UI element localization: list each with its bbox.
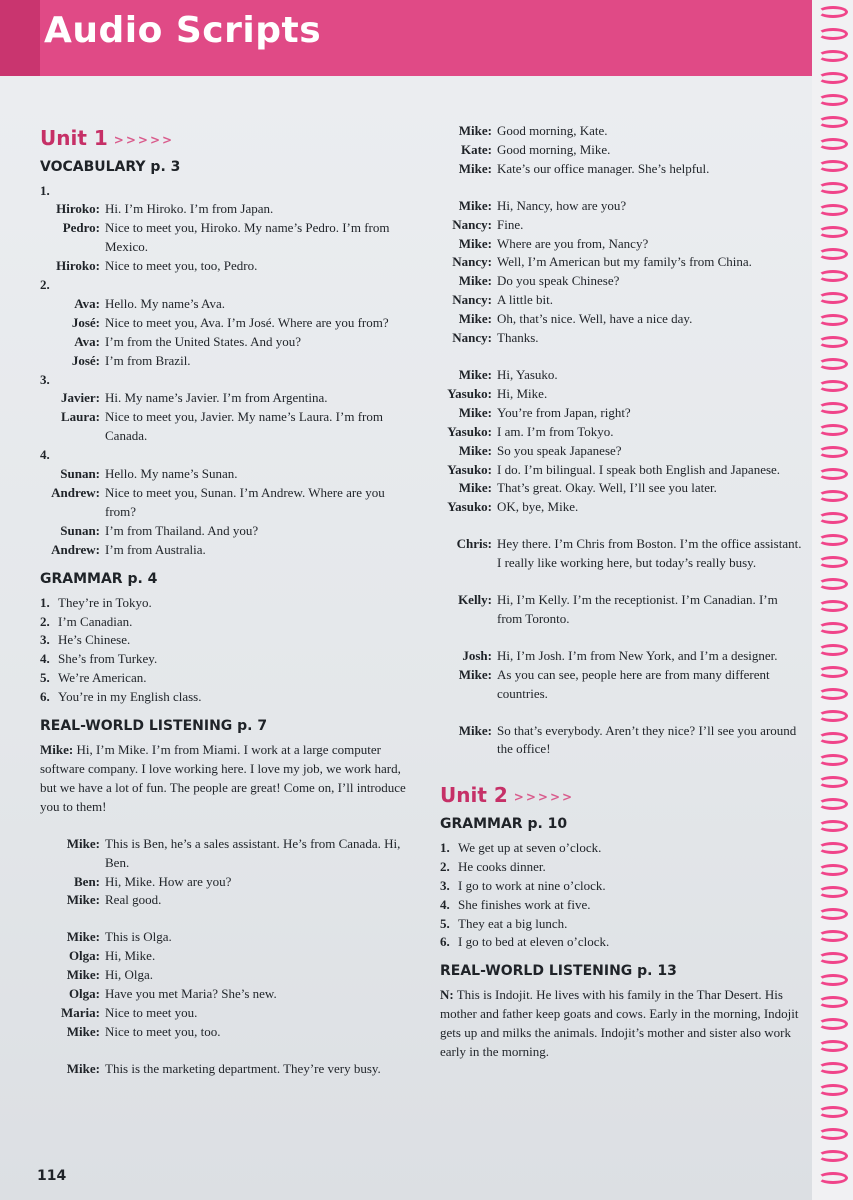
dialogue-line	[440, 722, 805, 760]
dialogue	[40, 928, 410, 1041]
speaker-name: Olga:	[68, 986, 100, 1002]
spiral-coil	[818, 820, 848, 832]
dialogue-line	[440, 442, 805, 461]
list-text: I go to work at nine o’clock.	[458, 877, 606, 893]
dialogue-line	[40, 352, 410, 371]
speech-text: Hi, I’m Josh. I’m from New York, and I’m a designer.	[497, 647, 778, 663]
dialogue-line	[440, 423, 805, 442]
spiral-coil	[818, 556, 848, 568]
section-heading: VOCABULARY p. 3	[40, 158, 181, 175]
spiral-coil	[818, 50, 848, 62]
dialogue-number: 1.	[40, 182, 50, 198]
spiral-coil	[818, 886, 848, 898]
spiral-coil	[818, 468, 848, 480]
dialogue-number: 4.	[40, 447, 50, 463]
speaker-name: Nancy:	[452, 330, 492, 346]
speaker-name: Ben:	[74, 873, 100, 889]
speech-text: Hi, Nancy, how are you?	[497, 197, 627, 213]
speech-text: Thanks.	[497, 330, 539, 346]
speaker-name: Yasuko:	[447, 499, 492, 515]
dialogue-line	[40, 835, 410, 873]
spiral-coil	[818, 534, 848, 546]
speaker-name: Laura:	[61, 409, 100, 425]
spiral-coil	[818, 908, 848, 920]
speaker-name: Mike:	[458, 273, 492, 289]
list-text: He’s Chinese.	[58, 632, 131, 648]
speaker-name: Nancy:	[452, 254, 492, 270]
speaker-name: Sunan:	[60, 522, 100, 538]
speech-text: I do. I’m bilingual. I speak both English and Japanese.	[497, 461, 781, 477]
list-text: He cooks dinner.	[458, 858, 546, 874]
dialogue-line	[440, 310, 805, 329]
numbered-list	[40, 594, 410, 707]
speech-text: Hi, I’m Kelly. I’m the receptionist. I’m Canadian. I’m from Toronto.	[497, 592, 778, 626]
dialogue-line	[440, 160, 805, 179]
speech-text: Hi, Mike.	[497, 385, 548, 401]
dialogue-line	[40, 295, 410, 314]
speaker-name: Yasuko:	[447, 385, 492, 401]
speech-text: As you can see, people here are from many different countries.	[497, 666, 770, 701]
speaker-name: Mike:	[66, 835, 100, 851]
page-title: Audio Scripts	[44, 10, 322, 51]
speech-text: A little bit.	[497, 292, 553, 308]
dialogue	[40, 200, 410, 276]
dialogue-line	[440, 197, 805, 216]
speaker-name: Pedro:	[62, 220, 100, 236]
page-number: 114	[37, 1168, 67, 1184]
section-heading: GRAMMAR p. 4	[40, 570, 158, 587]
dialogue-line	[440, 272, 805, 291]
speech-text: I’m from Australia.	[105, 541, 206, 557]
dialogue-line	[440, 216, 805, 235]
list-number: 3.	[440, 877, 450, 893]
list-number: 2.	[40, 613, 50, 629]
spiral-coil	[818, 424, 848, 436]
list-item	[40, 631, 410, 650]
list-item	[40, 669, 410, 688]
spiral-coil	[818, 952, 848, 964]
dialogue-line	[40, 891, 410, 910]
speech-text: Nice to meet you.	[105, 1004, 198, 1020]
spiral-coil	[818, 578, 848, 590]
speech-text: Kate’s our office manager. She’s helpful.	[497, 160, 710, 176]
dialogue-line	[440, 535, 805, 573]
list-text: I go to bed at eleven o’clock.	[458, 934, 610, 950]
speaker-name: Mike:	[458, 197, 492, 213]
spiral-coil	[818, 358, 848, 370]
list-text: I’m Canadian.	[58, 613, 133, 629]
spiral-coil	[818, 1128, 848, 1140]
dialogue-line	[40, 1023, 410, 1042]
spiral-coil	[818, 1084, 848, 1096]
speech-text: Where are you from, Nancy?	[497, 235, 649, 251]
dialogue-line	[440, 404, 805, 423]
spiral-coil	[818, 94, 848, 106]
dialogue-line	[440, 647, 805, 666]
spiral-coil	[818, 28, 848, 40]
speech-text: I am. I’m from Tokyo.	[497, 423, 614, 439]
speech-text: Well, I’m American but my family’s from China.	[497, 254, 752, 270]
speech-text: Hi, Yasuko.	[497, 366, 558, 382]
spiral-coil	[818, 292, 848, 304]
dialogue-line	[440, 479, 805, 498]
speech-text: Hi, Mike. How are you?	[105, 873, 232, 889]
list-number: 4.	[440, 896, 450, 912]
speech-text: Oh, that’s nice. Well, have a nice day.	[497, 311, 693, 327]
speech-text: I’m from the United States. And you?	[105, 333, 302, 349]
section-heading: GRAMMAR p. 10	[440, 815, 568, 832]
dialogue	[440, 647, 805, 704]
list-number: 1.	[40, 594, 50, 610]
dialogue-line	[440, 461, 805, 480]
speaker-name: Nancy:	[452, 216, 492, 232]
speech-text: OK, bye, Mike.	[497, 499, 579, 515]
speech-text: Nice to meet you, Sunan. I’m Andrew. Where are you from?	[105, 485, 385, 519]
spiral-coil	[818, 138, 848, 150]
dialogue	[440, 535, 805, 573]
dialogue-line	[40, 314, 410, 333]
spiral-coil	[818, 402, 848, 414]
speaker-name: Sunan:	[60, 466, 100, 482]
list-number: 5.	[440, 915, 450, 931]
spiral-coil	[818, 996, 848, 1008]
dialogue	[40, 295, 410, 371]
arrows-icon: >>>>>	[113, 132, 175, 147]
dialogue	[40, 465, 410, 560]
speech-text: I’m from Brazil.	[105, 352, 191, 368]
dialogue-line	[440, 666, 805, 704]
dialogue	[440, 366, 805, 517]
dialogue	[40, 835, 410, 911]
spiral-coil	[818, 336, 848, 348]
dialogue	[40, 389, 410, 446]
speaker-name: José:	[71, 352, 100, 368]
speech-text: This is Olga.	[105, 929, 172, 945]
dialogue-line	[40, 928, 410, 947]
speech-text: Hi. I’m Hiroko. I’m from Japan.	[105, 201, 274, 217]
dialogue-line	[40, 465, 410, 484]
speaker-name: Maria:	[61, 1004, 100, 1020]
speech-text: Hello. My name’s Sunan.	[105, 466, 238, 482]
speaker-name: Hiroko:	[56, 201, 100, 217]
speech-text: You’re from Japan, right?	[497, 404, 631, 420]
speaker-name: José:	[71, 314, 100, 330]
speech-text: This is the marketing department. They’re very busy.	[105, 1060, 381, 1076]
speaker-name: Kate:	[460, 141, 492, 157]
speaker-name: Olga:	[68, 948, 100, 964]
right-column	[440, 122, 805, 1062]
numbered-list	[440, 839, 805, 952]
speech-text: Nice to meet you, too.	[105, 1023, 221, 1039]
speech-text: That’s great. Okay. Well, I’ll see you later.	[497, 480, 717, 496]
unit-heading	[40, 124, 410, 154]
dialogue-line	[40, 873, 410, 892]
list-number: 2.	[440, 858, 450, 874]
speaker-name: Mike:	[458, 123, 492, 138]
list-number: 4.	[40, 651, 50, 667]
list-text: They’re in Tokyo.	[58, 594, 152, 610]
speaker-name: Yasuko:	[447, 461, 492, 477]
spiral-coil	[818, 270, 848, 282]
dialogue	[40, 1060, 410, 1079]
speech-text: Hi, Mike.	[105, 948, 156, 964]
spiral-coil	[818, 1040, 848, 1052]
unit-heading	[440, 781, 805, 811]
dialogue-line	[40, 408, 410, 446]
list-item	[440, 933, 805, 952]
speaker-name: Ava:	[74, 295, 100, 311]
speech-text: I’m from Thailand. And you?	[105, 522, 259, 538]
spiral-coil	[818, 314, 848, 326]
spiral-coil	[818, 512, 848, 524]
speaker-name: Mike:	[458, 160, 492, 176]
speech-text: Do you speak Chinese?	[497, 273, 620, 289]
left-column	[40, 124, 410, 1079]
speaker-name: Ava:	[74, 333, 100, 349]
speaker-name: Mike:	[458, 311, 492, 327]
speaker-name: Andrew:	[51, 541, 100, 557]
speaker-name: Kelly:	[458, 592, 492, 608]
spiral-coil	[818, 688, 848, 700]
speech-text: This is Ben, he’s a sales assistant. He’s from Canada. Hi, Ben.	[105, 835, 401, 870]
dialogue-line	[440, 591, 805, 629]
spiral-coil	[818, 248, 848, 260]
spiral-coil	[818, 600, 848, 612]
list-item	[440, 896, 805, 915]
spiral-coil	[818, 380, 848, 392]
speaker-name: Mike:	[66, 1023, 100, 1039]
speech-text: Hello. My name’s Ava.	[105, 295, 225, 311]
spiral-coil	[818, 798, 848, 810]
speech-text: Hey there. I’m Chris from Boston. I’m the office assistant. I really like working here, but today’s really busy.	[497, 536, 802, 571]
dialogue-line	[40, 389, 410, 408]
list-number: 6.	[440, 934, 450, 950]
dialogue	[440, 122, 805, 179]
speaker-name: Mike:	[458, 442, 492, 458]
dialogue	[440, 722, 805, 760]
unit-title: Unit 1	[40, 126, 108, 150]
dialogue-line	[40, 1004, 410, 1023]
spiral-coil	[818, 446, 848, 458]
list-number: 6.	[40, 689, 50, 705]
speech-text: Have you met Maria? She’s new.	[105, 986, 277, 1002]
dialogue-line	[40, 1060, 410, 1079]
list-number: 5.	[40, 670, 50, 686]
arrows-icon: >>>>>	[513, 789, 575, 804]
spiral-coil	[818, 842, 848, 854]
speaker-name: Mike:	[458, 666, 492, 682]
dialogue-number: 3.	[40, 371, 50, 387]
spiral-coil	[818, 1018, 848, 1030]
spiral-coil	[818, 974, 848, 986]
spiral-coil	[818, 6, 848, 18]
speaker-name: Mike:	[40, 742, 74, 758]
speech-text: Hi, I’m Mike. I’m from Miami. I work at a large computer software company. I love working here. I love my job, we work hard, but we have a lot of fun. The people are great! Come on, I’ll introduce you to them!	[40, 742, 406, 814]
spiral-coil	[818, 666, 848, 678]
list-text: We get up at seven o’clock.	[458, 839, 602, 855]
dialogue	[440, 197, 805, 348]
speaker-name: Mike:	[458, 366, 492, 382]
speaker-name: Nancy:	[452, 292, 492, 308]
dialogue-line	[40, 985, 410, 1004]
dialogue-line	[440, 253, 805, 272]
header-decoration	[0, 0, 40, 76]
speech-text: Hi, Olga.	[105, 967, 154, 983]
list-text: She’s from Turkey.	[58, 651, 158, 667]
section-heading: REAL-WORLD LISTENING p. 13	[440, 963, 677, 980]
speaker-name: Javier:	[61, 390, 100, 406]
dialogue-line	[40, 257, 410, 276]
spiral-coil	[818, 226, 848, 238]
dialogue-line	[440, 366, 805, 385]
speech-text: Nice to meet you, Hiroko. My name’s Pedro. I’m from Mexico.	[105, 220, 390, 255]
speech-text: This is Indojit. He lives with his family in the Thar Desert. His mother and father keep goats and cows. Early in the morning, Indojit gets up and milks the animals. Indojit’s mother and sister also work early in the morning.	[440, 987, 799, 1060]
speech-text: Real good.	[105, 892, 162, 908]
dialogue-line	[40, 541, 410, 560]
speaker-name: Mike:	[458, 480, 492, 496]
speaker-name: N:	[440, 987, 454, 1003]
dialogue-line	[40, 484, 410, 522]
speech-text: Hi. My name’s Javier. I’m from Argentina.	[105, 390, 328, 406]
list-item	[440, 839, 805, 858]
dialogue-line	[40, 333, 410, 352]
speech-text: Nice to meet you, too, Pedro.	[105, 258, 258, 274]
spiral-coil	[818, 754, 848, 766]
spiral-coil	[818, 644, 848, 656]
dialogue	[440, 591, 805, 629]
spiral-coil	[818, 182, 848, 194]
spiral-coil	[818, 1106, 848, 1118]
speaker-name: Mike:	[66, 929, 100, 945]
speech-text: Fine.	[497, 216, 524, 232]
speech-text: Nice to meet you, Ava. I’m José. Where are you from?	[105, 314, 389, 330]
dialogue-line	[40, 219, 410, 257]
section-heading: REAL-WORLD LISTENING p. 7	[40, 718, 268, 735]
list-number: 1.	[440, 839, 450, 855]
speech-text: So that’s everybody. Aren’t they nice? I’ll see you around the office!	[497, 722, 797, 757]
list-text: She finishes work at five.	[458, 896, 591, 912]
list-item	[40, 613, 410, 632]
speaker-name: Chris:	[456, 536, 492, 552]
list-item	[440, 858, 805, 877]
dialogue-line	[440, 498, 805, 517]
list-text: You’re in my English class.	[58, 689, 202, 705]
spiral-coil	[818, 116, 848, 128]
speech-text: So you speak Japanese?	[497, 442, 622, 458]
dialogue-line	[440, 291, 805, 310]
speech-text: Good morning, Kate.	[497, 123, 608, 138]
speaker-name: Andrew:	[51, 485, 100, 500]
spiral-coil	[818, 1062, 848, 1074]
intro-paragraph	[40, 741, 410, 817]
dialogue-line	[440, 122, 805, 141]
spiral-coil	[818, 72, 848, 84]
speaker-name: Hiroko:	[56, 258, 100, 274]
spiral-coil	[818, 776, 848, 788]
dialogue-line	[40, 966, 410, 985]
dialogue-line	[40, 947, 410, 966]
dialogue-line	[440, 329, 805, 348]
list-text: We’re American.	[58, 670, 147, 686]
dialogue-line	[40, 200, 410, 219]
dialogue-line	[440, 235, 805, 254]
narration-paragraph	[440, 986, 805, 1062]
dialogue-number: 2.	[40, 277, 50, 293]
spiral-coil	[818, 160, 848, 172]
speech-text: Good morning, Mike.	[497, 141, 611, 157]
speaker-name: Josh:	[462, 647, 492, 663]
speaker-name: Mike:	[458, 722, 492, 738]
header-banner	[0, 0, 812, 76]
list-item	[40, 688, 410, 707]
list-item	[440, 915, 805, 934]
spiral-coil	[818, 622, 848, 634]
speaker-name: Mike:	[66, 1060, 100, 1076]
speech-text: Nice to meet you, Javier. My name’s Laura. I’m from Canada.	[105, 409, 383, 444]
unit-title: Unit 2	[440, 783, 508, 808]
spiral-coil	[818, 732, 848, 744]
spiral-coil	[818, 1172, 848, 1184]
list-number: 3.	[40, 632, 50, 648]
spiral-coil	[818, 490, 848, 502]
list-item	[40, 650, 410, 669]
list-item	[40, 594, 410, 613]
dialogue-line	[440, 141, 805, 160]
speaker-name: Mike:	[66, 967, 100, 983]
spiral-coil	[818, 204, 848, 216]
spiral-coil	[818, 710, 848, 722]
spiral-binding	[812, 0, 853, 1200]
list-text: They eat a big lunch.	[458, 915, 568, 931]
speaker-name: Mike:	[458, 404, 492, 420]
spiral-coil	[818, 930, 848, 942]
dialogue-line	[440, 385, 805, 404]
spiral-coil	[818, 1150, 848, 1162]
speaker-name: Mike:	[458, 235, 492, 251]
speaker-name: Yasuko:	[447, 423, 492, 439]
list-item	[440, 877, 805, 896]
dialogue-line	[40, 522, 410, 541]
spiral-coil	[818, 864, 848, 876]
speaker-name: Mike:	[66, 892, 100, 908]
